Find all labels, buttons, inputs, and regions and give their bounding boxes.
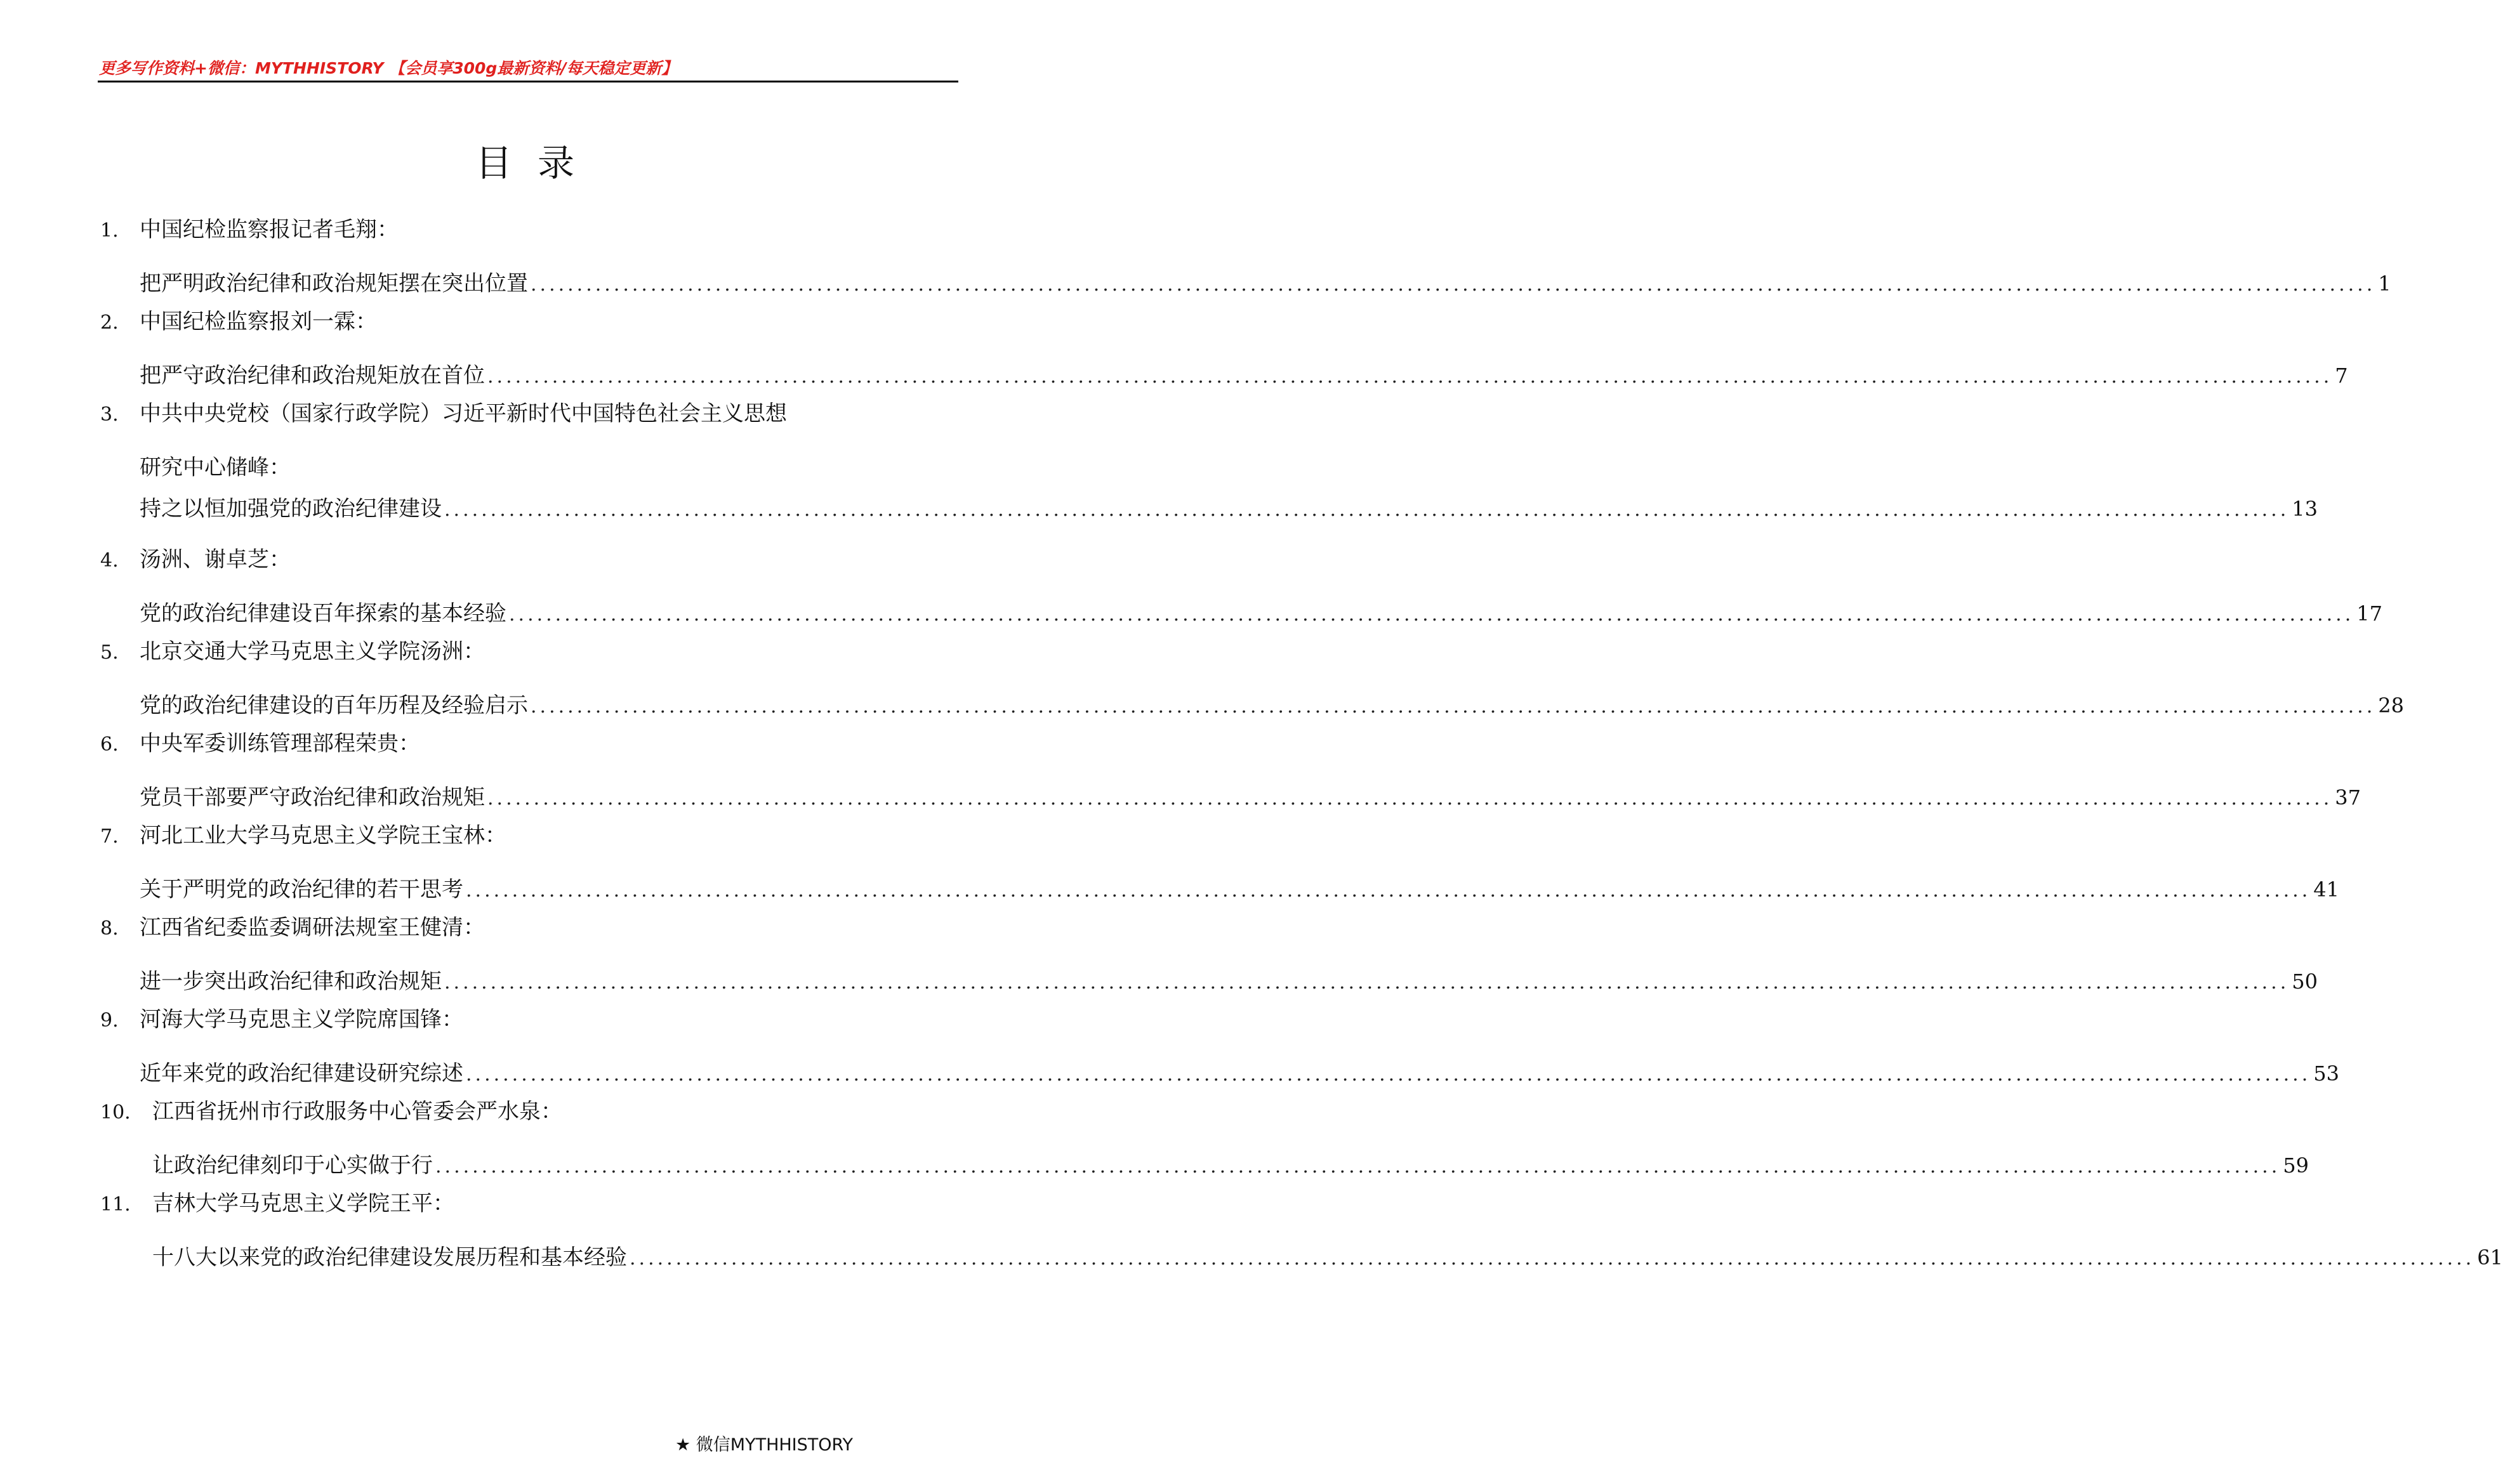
toc-entry-number: 5.	[100, 641, 119, 664]
toc-entry-link[interactable]	[140, 877, 2339, 903]
toc-entry-number: 1.	[100, 220, 119, 242]
toc-entry-page: 61	[2477, 1245, 2503, 1270]
toc-entry-link[interactable]	[140, 1061, 2339, 1087]
toc-leader-dots: ........................................................................................................................................................................................................	[531, 273, 2376, 296]
toc-entry-link[interactable]	[140, 496, 2318, 523]
toc-entry-number: 4.	[100, 549, 119, 572]
toc-entry-title: 党的政治纪律建设的百年历程及经验启示	[140, 693, 528, 718]
toc-entry-author: 中国纪检监察报记者毛翔：	[140, 217, 399, 242]
toc-entry-link[interactable]	[140, 693, 2404, 719]
toc-entry-page: 50	[2292, 969, 2318, 994]
toc-entry-number: 2.	[100, 312, 119, 334]
toc-entry-link[interactable]	[140, 969, 2318, 995]
toc-entry-title: 十八大以来党的政治纪律建设发展历程和基本经验	[152, 1245, 627, 1270]
page-title: 目录	[475, 141, 600, 185]
toc-entry-link[interactable]	[140, 785, 2361, 811]
toc-entry-author: 河北工业大学马克思主义学院王宝林：	[140, 823, 506, 848]
toc-leader-dots: ........................................................................................................................................................................................................	[435, 1155, 2281, 1178]
toc-entry-author: 汤洲、谢卓芝：	[140, 547, 291, 572]
toc-entry-number: 10.	[100, 1101, 131, 1124]
toc-leader-dots: ........................................................................................................................................................................................................	[466, 1063, 2311, 1086]
toc-entry-author: 中央军委训练管理部程荣贵：	[140, 731, 420, 756]
toc-leader-dots: ........................................................................................................................................................................................................	[531, 695, 2376, 718]
toc-entry-number: 8.	[100, 917, 119, 940]
toc-entry-author: 江西省纪委监委调研法规室王健清：	[140, 915, 485, 940]
toc-leader-dots: ........................................................................................................................................................................................................	[444, 971, 2290, 994]
toc-entry-title: 进一步突出政治纪律和政治规矩	[140, 969, 442, 994]
toc-entry-link[interactable]	[140, 363, 2348, 390]
toc-entry-title: 党的政治纪律建设百年探索的基本经验	[140, 601, 506, 626]
toc-entry-title: 持之以恒加强党的政治纪律建设	[140, 496, 442, 522]
toc-entry-page: 53	[2313, 1061, 2339, 1086]
toc-entry-link[interactable]	[152, 1245, 2503, 1271]
toc-leader-dots: ........................................................................................................................................................................................................	[487, 365, 2333, 388]
toc-entry-author: 中国纪检监察报刘一霖：	[140, 309, 377, 334]
toc-entry-link[interactable]	[152, 1153, 2309, 1179]
toc-entry-page: 13	[2292, 497, 2318, 521]
toc-entry-page: 41	[2313, 877, 2339, 902]
toc-leader-dots: ........................................................................................................................................................................................................	[509, 603, 2354, 626]
toc-entry-page: 28	[2378, 693, 2404, 718]
toc-entry-page: 7	[2335, 364, 2348, 388]
header-rule	[98, 81, 958, 82]
toc-entry-author: 江西省抚州市行政服务中心管委会严水泉：	[152, 1099, 562, 1124]
toc-entry-author: 中共中央党校（国家行政学院）习近平新时代中国特色社会主义思想	[140, 401, 787, 426]
toc-entry-number: 3.	[100, 404, 119, 426]
toc-entry-number: 6.	[100, 733, 119, 756]
header-banner: 更多写作资料+微信：MYTHHISTORY 【会员享300g最新资料/每天稳定更新】	[99, 59, 678, 77]
toc-entry-title: 关于严明党的政治纪律的若干思考	[140, 877, 463, 902]
toc-entry-link[interactable]	[140, 271, 2391, 298]
toc-leader-dots: ........................................................................................................................................................................................................	[630, 1247, 2475, 1270]
toc-entry-author-cont: 研究中心储峰：	[140, 455, 291, 480]
toc-entry-link[interactable]	[140, 601, 2382, 627]
toc-entry-number: 11.	[100, 1193, 131, 1216]
toc-entry-author: 吉林大学马克思主义学院王平：	[152, 1191, 454, 1216]
toc-entry-page: 37	[2335, 785, 2361, 810]
toc-entry-number: 7.	[100, 825, 119, 848]
toc-entry-author: 北京交通大学马克思主义学院汤洲：	[140, 639, 485, 664]
toc-leader-dots: ........................................................................................................................................................................................................	[444, 499, 2290, 521]
toc-entry-page: 17	[2356, 601, 2382, 626]
toc-entry-title: 让政治纪律刻印于心实做于行	[152, 1153, 433, 1178]
toc-entry-page: 59	[2283, 1153, 2309, 1178]
toc-entry-author: 河海大学马克思主义学院席国锋：	[140, 1007, 463, 1032]
footer-text: ★ 微信MYTHHISTORY	[675, 1435, 854, 1455]
toc-leader-dots: ........................................................................................................................................................................................................	[466, 879, 2311, 902]
toc-entry-title: 把严明政治纪律和政治规矩摆在突出位置	[140, 271, 528, 296]
toc-leader-dots: ........................................................................................................................................................................................................	[487, 787, 2333, 810]
toc-entry-page: 1	[2378, 272, 2391, 296]
toc-entry-title: 把严守政治纪律和政治规矩放在首位	[140, 363, 485, 388]
toc-entry-number: 9.	[100, 1009, 119, 1032]
toc-entry-title: 近年来党的政治纪律建设研究综述	[140, 1061, 463, 1086]
toc-entry-title: 党员干部要严守政治纪律和政治规矩	[140, 785, 485, 810]
